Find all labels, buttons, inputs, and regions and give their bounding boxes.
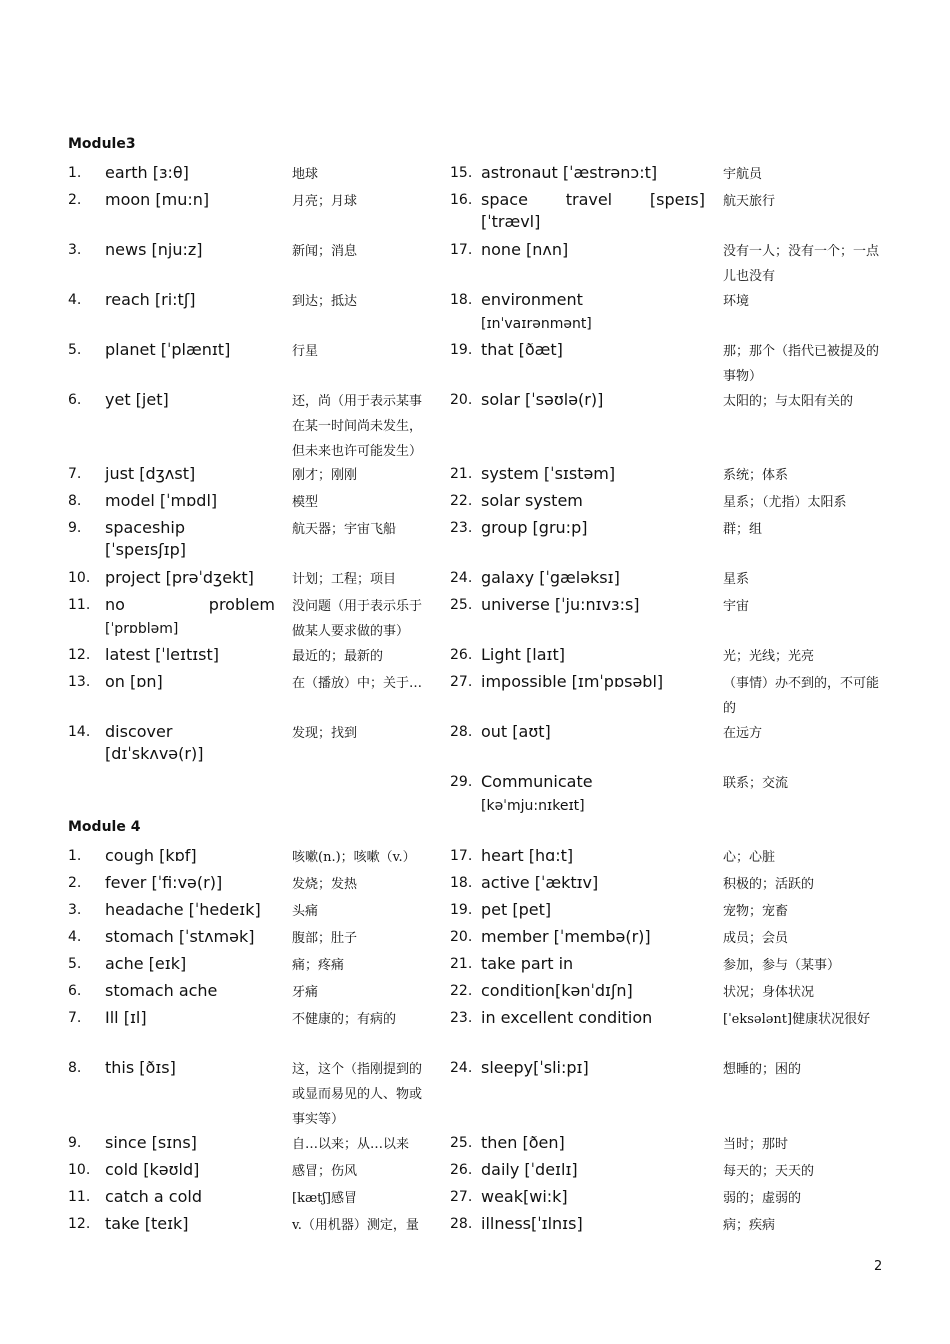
entry-word: heart [hɑ:t] [481,846,574,865]
entry-word: news [nju:z] [105,240,203,259]
entry-word: fever [ˈfi:və(r)] [105,873,223,892]
entry-meaning: 当时；那时 [723,1137,789,1152]
entry-number: 12. [68,1216,91,1232]
entry-word: universe [ˈju:nɪvɜ:s] [481,595,640,614]
entry-meaning: [ˈeksələnt]健康状况很好 [723,1012,871,1027]
entry-word: system [ˈsɪstəm] [481,464,616,483]
entry-meaning: 月亮；月球 [292,194,358,209]
entry-meaning: 宇航员 [723,167,763,182]
entry-number: 15. [450,165,473,181]
entry-meaning: 航天器；宇宙飞船 [292,522,397,537]
entry-number: 26. [450,647,473,663]
entry-number: 23. [450,1010,473,1026]
entry-phonetic: [ˈprɒbləm] [105,621,179,637]
entry-word: impossible [ɪmˈpɒsəbl] [481,672,664,691]
entry-word: stomach [ˈstʌmək] [105,927,255,946]
entry-word: space travel [speɪs] [481,190,705,209]
entry-meaning: 没有一人；没有一个；一点儿也没有 [723,244,880,284]
entry-meaning: 感冒；伤风 [292,1164,358,1179]
entry-number: 10. [68,570,91,586]
entry-number: 4. [68,929,82,945]
entry-meaning: 咳嗽(n.)；咳嗽（v.） [292,850,416,865]
entry-meaning: 群；组 [723,522,763,537]
entry-meaning: 病；疾病 [723,1218,776,1233]
entry-meaning: 宠物；宠畜 [723,904,789,919]
entry-meaning: 心；心脏 [723,850,776,865]
entry-meaning: [kætʃ]感冒 [292,1191,357,1206]
entry-number: 5. [68,956,82,972]
entry-number: 22. [450,983,473,999]
entry-number: 7. [68,466,82,482]
module-title: Module 4 [68,819,141,835]
entry-word: headache [ˈhedeɪk] [105,900,261,919]
entry-meaning: 发烧；发热 [292,877,358,892]
entry-word: then [ðen] [481,1133,565,1152]
entry-number: 9. [68,1135,82,1151]
entry-word: discover [105,722,173,741]
entry-meaning: 星系；（尤指）太阳系 [723,495,847,510]
entry-number: 3. [68,902,82,918]
entry-meaning: 在（播放）中；关于… [292,676,423,691]
entry-number: 20. [450,929,473,945]
entry-number: 21. [450,956,473,972]
entry-meaning: 太阳的；与太阳有关的 [723,394,854,409]
entry-word: spaceship [105,518,186,537]
entry-number: 1. [68,848,82,864]
entry-meaning: 环境 [723,294,750,309]
entry-number: 14. [68,724,91,740]
entry-number: 10. [68,1162,91,1178]
entry-number: 23. [450,520,473,536]
entry-word: none [nʌn] [481,240,569,259]
entry-word: planet [ˈplænɪt] [105,340,231,359]
entry-word: stomach ache [105,981,218,1000]
entry-word: daily [ˈdeɪlɪ] [481,1160,578,1179]
entry-meaning: 系统；体系 [723,468,789,483]
entry-meaning: 光；光线；光亮 [723,649,815,664]
entry-meaning: 宇宙 [723,599,750,614]
entry-number: 27. [450,1189,473,1205]
entry-word: catch a cold [105,1187,202,1206]
entry-meaning: 刚才；刚刚 [292,468,358,483]
entry-number: 27. [450,674,473,690]
entry-word: in excellent condition [481,1008,653,1027]
entry-phonetic: [kəˈmju:nɪkeɪt] [481,798,585,814]
entry-phonetic: [ˈtrævl] [481,212,541,231]
entry-number: 16. [450,192,473,208]
entry-number: 6. [68,392,82,408]
entry-word: cough [kɒf] [105,846,197,865]
entry-meaning: （事情）办不到的，不可能的 [723,676,880,716]
entry-word: Light [laɪt] [481,645,565,664]
entry-meaning: v.（用机器）测定，量 [292,1218,419,1233]
entry-meaning: 联系；交流 [723,776,789,791]
entry-meaning: 牙痛 [292,985,319,1000]
entry-number: 18. [450,875,473,891]
entry-word: take [teɪk] [105,1214,189,1233]
entry-meaning: 行星 [292,344,319,359]
vocab-entry [0,770,950,830]
entry-number: 3. [68,242,82,258]
entry-number: 28. [450,1216,473,1232]
entry-word: environment [481,290,583,309]
entry-word: project [prəˈdʒekt] [105,568,254,587]
entry-word: sleepy[ˈsli:pɪ] [481,1058,589,1077]
entry-number: 2. [68,192,82,208]
entry-word: model [ˈmɒdl] [105,491,218,510]
entry-number: 24. [450,1060,473,1076]
entry-word: out [aʊt] [481,722,551,741]
entry-word: solar [ˈsəʊlə(r)] [481,390,604,409]
entry-word: group [gru:p] [481,518,588,537]
entry-word: yet [jet] [105,390,169,409]
entry-meaning: 这，这个（指刚提到的或显而易见的人、物或事实等） [292,1062,423,1127]
entry-word: illness[ˈɪlnɪs] [481,1214,583,1233]
entry-word: active [ˈæktɪv] [481,873,599,892]
entry-meaning: 还，尚（用于表示某事在某一时间尚未发生，但未来也许可能发生） [292,394,423,459]
entry-number: 8. [68,493,82,509]
entry-number: 19. [450,342,473,358]
entry-phonetic: [ˈspeɪsʃɪp] [105,540,186,559]
entry-word: solar system [481,491,583,510]
entry-number: 17. [450,848,473,864]
entry-word: weak[wi:k] [481,1187,568,1206]
entry-number: 17. [450,242,473,258]
entry-phonetic: [dɪˈskʌvə(r)] [105,744,204,763]
entry-number: 1. [68,165,82,181]
vocab-entry [0,388,950,448]
entry-number: 25. [450,597,473,613]
entry-meaning: 状况；身体状况 [723,985,815,1000]
entry-number: 11. [68,597,91,613]
entry-word: Ill [ɪl] [105,1008,147,1027]
entry-meaning: 想睡的；困的 [723,1062,802,1077]
vocab-entry [0,1056,950,1116]
entry-word: earth [ɜ:θ] [105,163,189,182]
entry-number: 12. [68,647,91,663]
entry-word: reach [ri:tʃ] [105,290,196,309]
entry-number: 28. [450,724,473,740]
entry-word: that [ðæt] [481,340,563,359]
entry-number: 5. [68,342,82,358]
entry-meaning: 到达；抵达 [292,294,358,309]
entry-word: just [dʒʌst] [105,464,196,483]
vocab-entry [0,1212,950,1272]
entry-meaning: 不健康的；有病的 [292,1012,397,1027]
entry-word: this [ðɪs] [105,1058,176,1077]
entry-word: since [sɪns] [105,1133,197,1152]
entry-meaning: 自…以来；从…以来 [292,1137,410,1152]
entry-number: 22. [450,493,473,509]
entry-number: 24. [450,570,473,586]
entry-word: condition[kənˈdɪʃn] [481,981,633,1000]
entry-number: 13. [68,674,91,690]
entry-meaning: 积极的；活跃的 [723,877,815,892]
entry-meaning: 发现；找到 [292,726,358,741]
entry-meaning: 星系 [723,572,750,587]
entry-meaning: 成员；会员 [723,931,789,946]
module-title: Module3 [68,136,136,152]
entry-number: 21. [450,466,473,482]
entry-word: no problem [105,595,275,614]
entry-meaning: 痛；疼痛 [292,958,345,973]
entry-number: 20. [450,392,473,408]
entry-meaning: 航天旅行 [723,194,776,209]
entry-number: 26. [450,1162,473,1178]
entry-number: 29. [450,774,473,790]
entry-word: member [ˈmembə(r)] [481,927,651,946]
entry-meaning: 头痛 [292,904,319,919]
entry-word: ache [eɪk] [105,954,187,973]
entry-word: take part in [481,954,574,973]
entry-number: 2. [68,875,82,891]
entry-word: latest [ˈleɪtɪst] [105,645,220,664]
entry-word: astronaut [ˈæstrənɔ:t] [481,163,658,182]
entry-meaning: 没问题（用于表示乐于做某人要求做的事） [292,599,423,639]
entry-meaning: 参加，参与（某事） [723,958,841,973]
entry-meaning: 那；那个（指代已被提及的事物） [723,344,880,384]
entry-meaning: 地球 [292,167,319,182]
entry-word: pet [pet] [481,900,552,919]
page-number: 2 [874,1259,883,1274]
entry-number: 9. [68,520,82,536]
entry-word: Communicate [481,772,593,791]
entry-number: 19. [450,902,473,918]
entry-meaning: 在远方 [723,726,763,741]
entry-number: 8. [68,1060,82,1076]
entry-number: 25. [450,1135,473,1151]
entry-number: 7. [68,1010,82,1026]
entry-number: 4. [68,292,82,308]
entry-word: cold [kəʊld] [105,1160,200,1179]
entry-word: moon [mu:n] [105,190,210,209]
entry-number: 6. [68,983,82,999]
entry-meaning: 最近的；最新的 [292,649,384,664]
entry-meaning: 每天的；天天的 [723,1164,815,1179]
entry-meaning: 腹部；肚子 [292,931,358,946]
entry-meaning: 计划；工程；项目 [292,572,397,587]
entry-meaning: 弱的；虚弱的 [723,1191,802,1206]
entry-word: on [ɒn] [105,672,163,691]
entry-meaning: 模型 [292,495,319,510]
entry-word: galaxy [ˈgæləksɪ] [481,568,620,587]
entry-meaning: 新闻；消息 [292,244,358,259]
entry-phonetic: [ɪnˈvaɪrənmənt] [481,316,592,332]
entry-number: 18. [450,292,473,308]
entry-number: 11. [68,1189,91,1205]
